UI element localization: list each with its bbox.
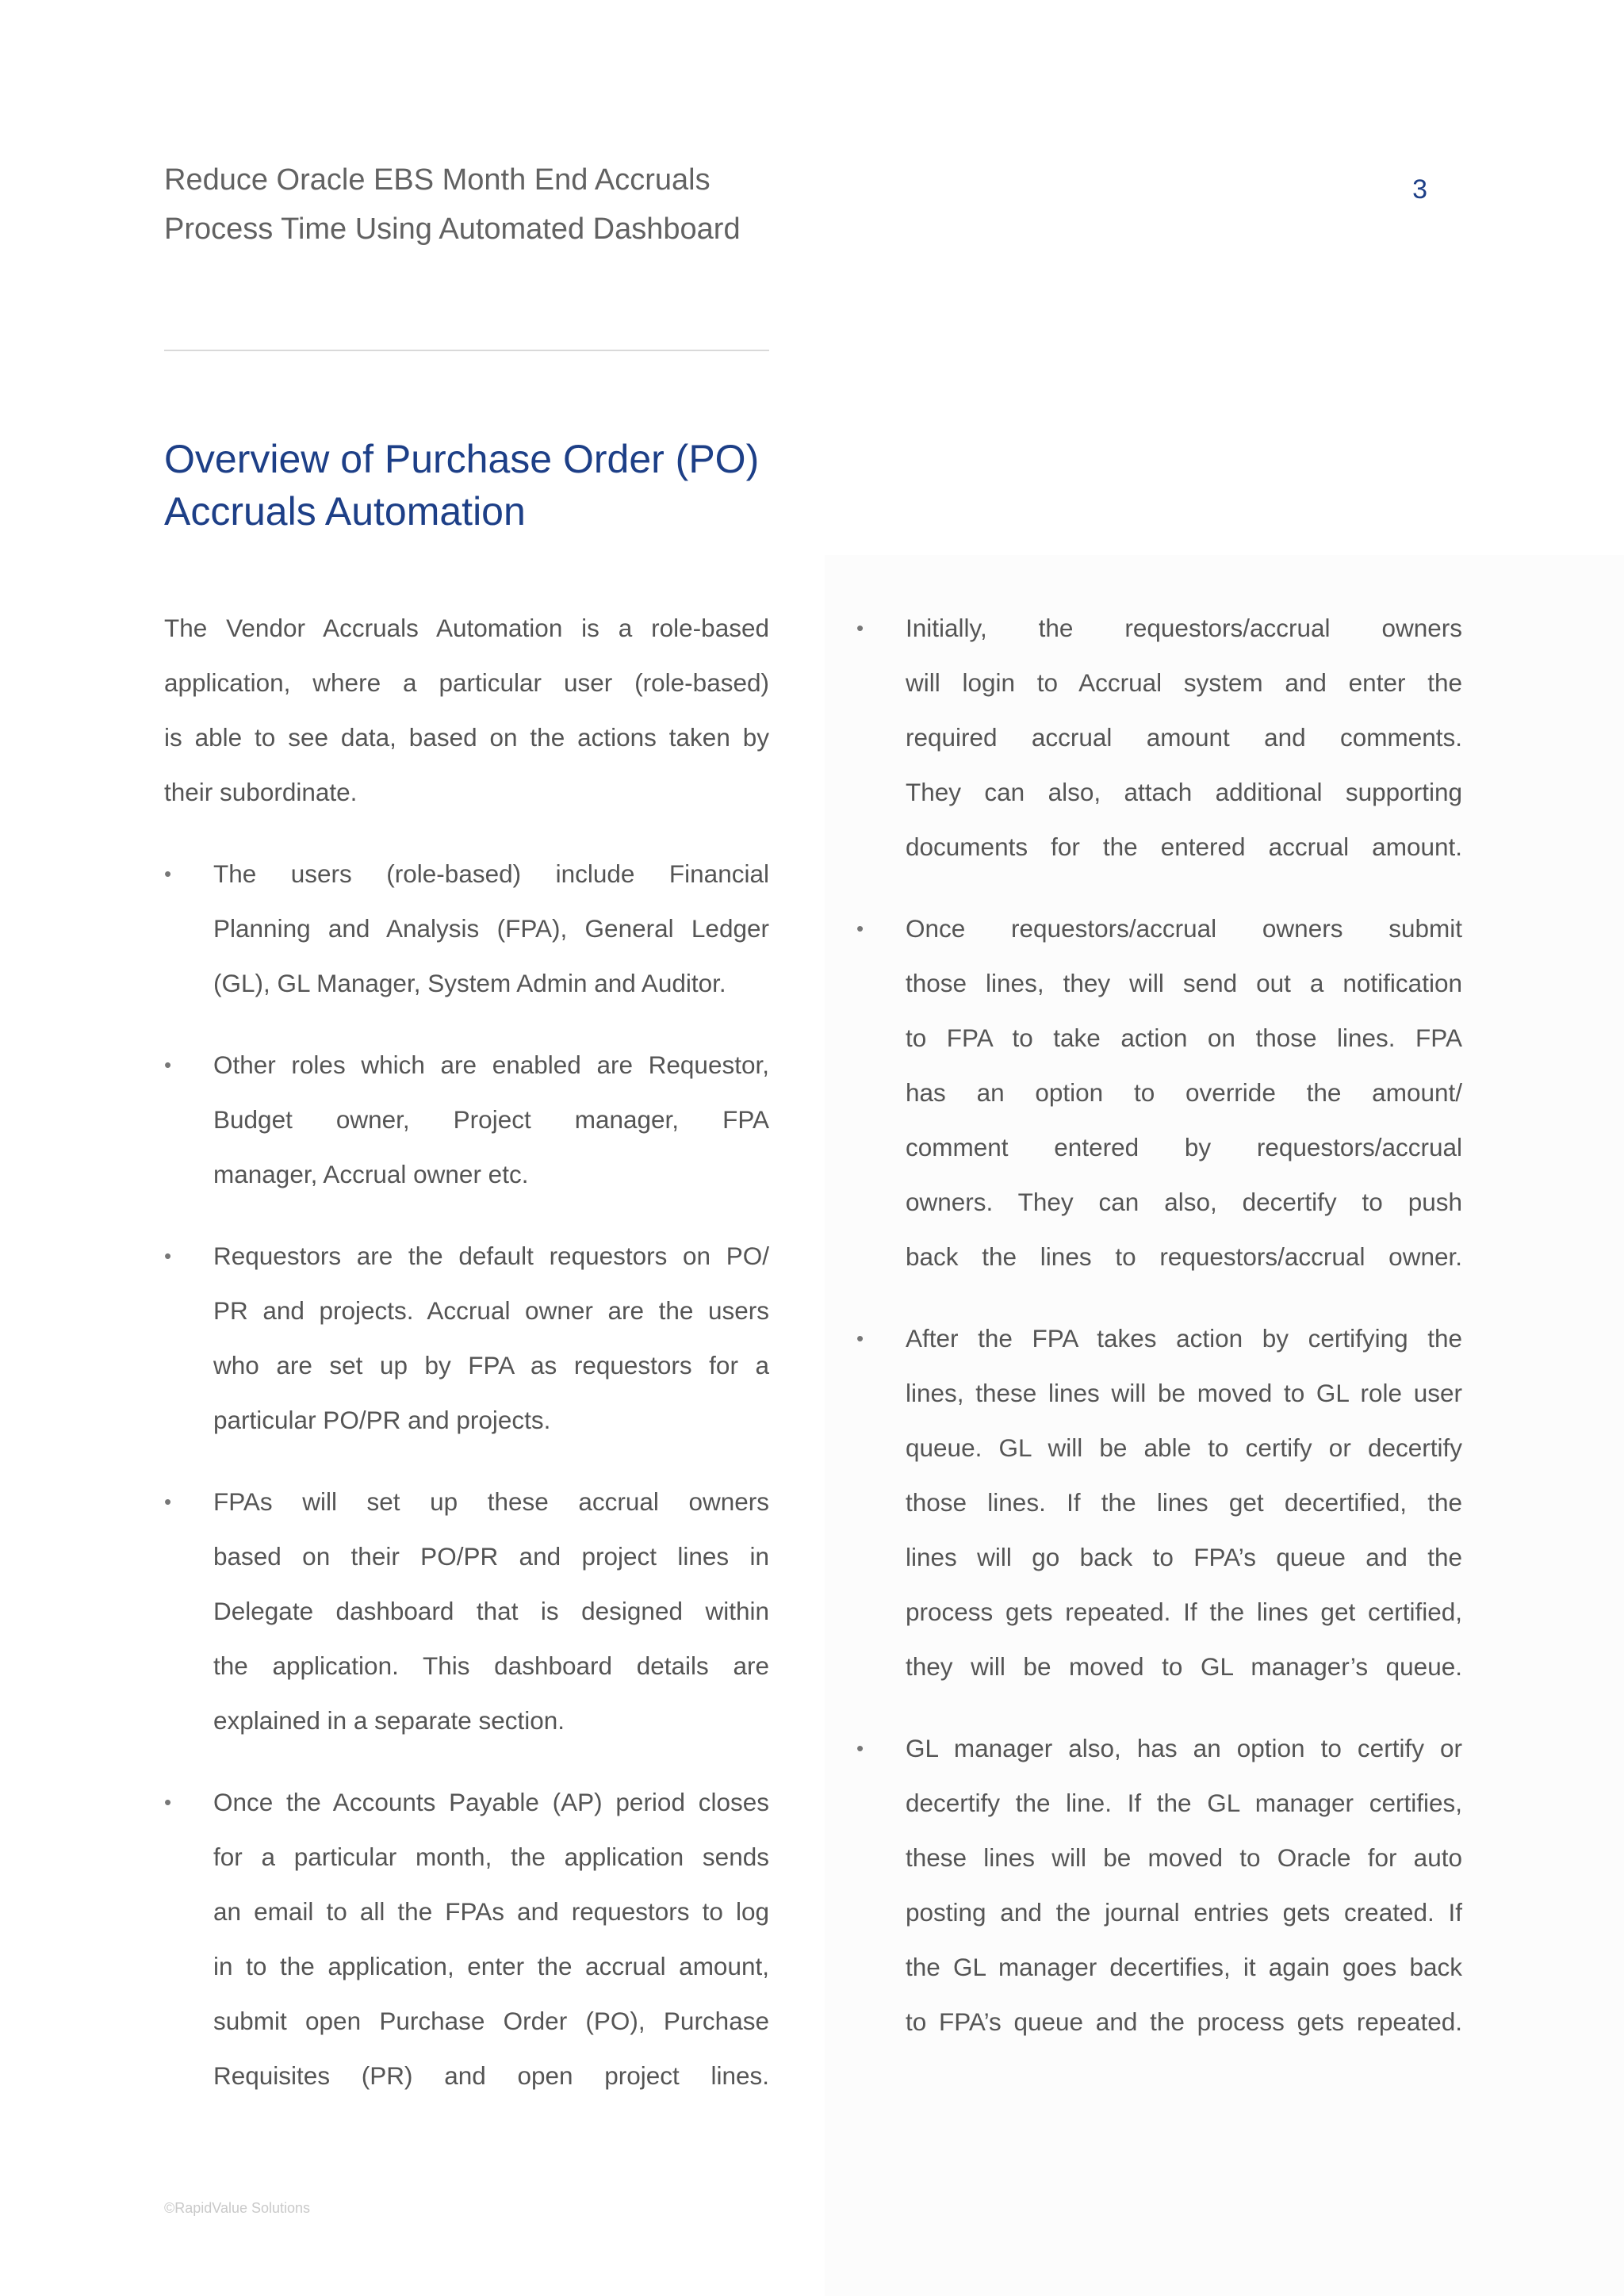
text-line: to FPA’s queue and the process gets repeated. xyxy=(906,2007,1462,2036)
text-line: (GL), GL Manager, System Admin and Auditor. xyxy=(213,969,726,997)
bullet-icon: • xyxy=(856,616,864,640)
text-line: is able to see data, based on the actions taken by xyxy=(164,723,769,752)
text-line: Other roles which are enabled are Requestor, xyxy=(213,1050,769,1079)
text-line: manager, Accrual owner etc. xyxy=(213,1160,529,1188)
document-title-line-2: Process Time Using Automated Dashboard xyxy=(164,212,741,246)
text-line: PR and projects. Accrual owner are the users xyxy=(213,1296,769,1325)
bullet-item xyxy=(164,847,769,1011)
right-column xyxy=(856,601,1462,2076)
text-line: in to the application, enter the accrual amount, xyxy=(213,1952,769,1980)
text-line: these lines will be moved to Oracle for auto xyxy=(906,1843,1462,1872)
text-line: lines, these lines will be moved to GL role user xyxy=(906,1379,1462,1407)
text-line: decertify the line. If the GL manager certifies, xyxy=(906,1789,1462,1817)
text-line: Planning and Analysis (FPA), General Ledger xyxy=(213,914,769,943)
bullet-icon: • xyxy=(164,1053,172,1077)
text-line: their subordinate. xyxy=(164,778,358,806)
text-line: comment entered by requestors/accrual xyxy=(906,1133,1462,1161)
bullet-item xyxy=(164,1475,769,1748)
text-line: the application. This dashboard details are xyxy=(213,1651,769,1680)
bullet-icon: • xyxy=(164,1790,172,1814)
bullet-item xyxy=(164,1775,769,2103)
bullet-item xyxy=(164,1038,769,1202)
text-line: The Vendor Accruals Automation is a role-based xyxy=(164,614,769,642)
text-line: After the FPA takes action by certifying the xyxy=(906,1324,1462,1353)
text-line: They can also, attach additional supporting xyxy=(906,778,1462,806)
bullet-item xyxy=(856,1721,1462,2049)
bullet-icon: • xyxy=(856,1326,864,1350)
section-title xyxy=(164,433,878,538)
intro-paragraph xyxy=(164,601,769,820)
text-line: who are set up by FPA as requestors for a xyxy=(213,1351,769,1380)
page-number: 3 xyxy=(1412,174,1427,205)
text-line: an email to all the FPAs and requestors to log xyxy=(213,1897,769,1926)
text-line: required accrual amount and comments. xyxy=(906,723,1462,752)
text-line: they will be moved to GL manager’s queue. xyxy=(906,1652,1462,1681)
text-line: Delegate dashboard that is designed within xyxy=(213,1597,769,1625)
text-line: to FPA to take action on those lines. FPA xyxy=(906,1024,1462,1052)
text-line: Requestors are the default requestors on PO/ xyxy=(213,1242,769,1270)
text-line: lines will go back to FPA’s queue and the xyxy=(906,1543,1462,1571)
document-header xyxy=(164,155,814,254)
text-line: posting and the journal entries gets created. If xyxy=(906,1898,1462,1927)
text-line: FPAs will set up these accrual owners xyxy=(213,1487,769,1516)
bullet-item xyxy=(856,1311,1462,1694)
text-line: queue. GL will be able to certify or decertify xyxy=(906,1433,1462,1462)
text-line: Budget owner, Project manager, FPA xyxy=(213,1105,769,1134)
bullet-icon: • xyxy=(856,1736,864,1760)
text-line: particular PO/PR and projects. xyxy=(213,1406,551,1434)
footer-copyright: ©RapidValue Solutions xyxy=(164,2200,311,2216)
text-line: will login to Accrual system and enter the xyxy=(906,668,1462,697)
text-line: Once the Accounts Payable (AP) period closes xyxy=(213,1788,769,1816)
text-line: Once requestors/accrual owners submit xyxy=(906,914,1462,943)
text-line: application, where a particular user (role-based) xyxy=(164,668,769,697)
document-title-line-1: Reduce Oracle EBS Month End Accruals xyxy=(164,163,710,197)
text-line: process gets repeated. If the lines get certified, xyxy=(906,1598,1462,1626)
left-column xyxy=(164,601,769,2130)
text-line: the GL manager decertifies, it again goes back xyxy=(906,1953,1462,1981)
bullet-icon: • xyxy=(164,1244,172,1268)
text-line: for a particular month, the application sends xyxy=(213,1843,769,1871)
text-line: submit open Purchase Order (PO), Purchase xyxy=(213,2007,769,2035)
section-title-line-2: Accruals Automation xyxy=(164,489,526,534)
header-divider xyxy=(164,350,769,351)
text-line: GL manager also, has an option to certify or xyxy=(906,1734,1462,1762)
text-line: based on their PO/PR and project lines in xyxy=(213,1542,769,1571)
text-line: those lines. If the lines get decertified, the xyxy=(906,1488,1462,1517)
text-line: has an option to override the amount/ xyxy=(906,1078,1462,1107)
text-line: owners. They can also, decertify to push xyxy=(906,1188,1462,1216)
bullet-item xyxy=(164,1229,769,1448)
bullet-icon: • xyxy=(856,916,864,940)
bullet-item xyxy=(856,901,1462,1284)
bullet-item xyxy=(856,601,1462,874)
text-line: back the lines to requestors/accrual owner. xyxy=(906,1242,1462,1271)
text-line: Requisites (PR) and open project lines. xyxy=(213,2061,769,2090)
text-line: documents for the entered accrual amount. xyxy=(906,832,1462,861)
bullet-icon: • xyxy=(164,862,172,886)
text-line: Initially, the requestors/accrual owners xyxy=(906,614,1462,642)
text-line: explained in a separate section. xyxy=(213,1706,565,1735)
section-title-line-1: Overview of Purchase Order (PO) xyxy=(164,437,760,481)
text-line: The users (role-based) include Financial xyxy=(213,859,769,888)
bullet-icon: • xyxy=(164,1490,172,1513)
text-line: those lines, they will send out a notification xyxy=(906,969,1462,997)
